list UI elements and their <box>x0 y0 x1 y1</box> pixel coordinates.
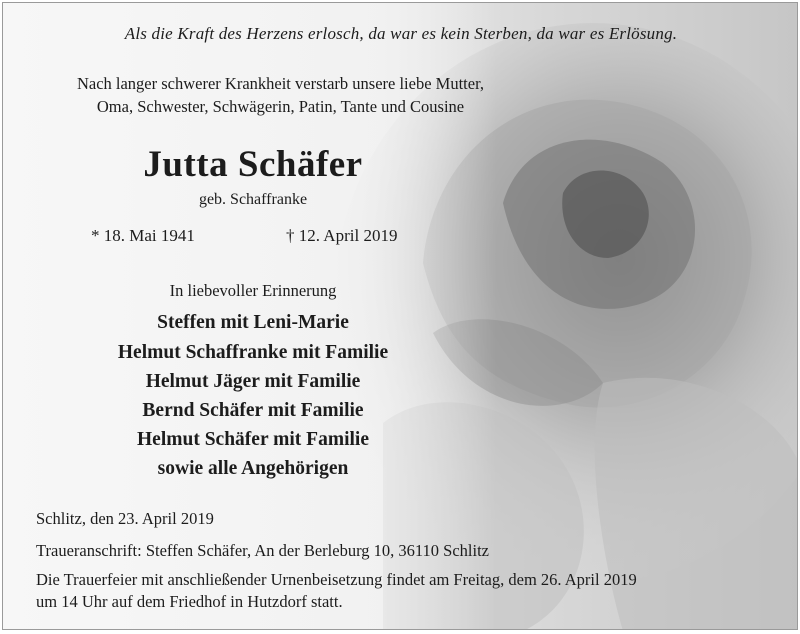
birth-name: geb. Schaffranke <box>198 191 308 208</box>
obituary-notice <box>2 2 798 630</box>
ceremony-line-2: um 14 Uhr auf dem Friedhof in Hutzdorf statt. <box>36 592 343 611</box>
remembrance-heading: In liebevoller Erinnerung <box>169 281 337 300</box>
mourner-line: Helmut Schaffranke mit Familie <box>117 342 389 363</box>
ceremony-line-1: Die Trauerfeier mit anschließender Urnenbeisetzung findet am Freitag, dem 26. April 2019 <box>36 570 637 589</box>
mourner-line: Bernd Schäfer mit Familie <box>142 400 364 421</box>
mourner-line: Helmut Jäger mit Familie <box>145 371 361 392</box>
birth-date: * 18. Mai 1941 <box>91 226 195 245</box>
intro-line-2: Oma, Schwester, Schwägerin, Patin, Tante und Cousine <box>96 97 465 116</box>
intro-line-1: Nach langer schwerer Krankheit verstarb unsere liebe Mutter, <box>76 74 485 93</box>
motto-text: Als die Kraft des Herzens erlosch, da war es kein Sterben, da war es Erlösung. <box>124 24 678 43</box>
deceased-name: Jutta Schäfer <box>143 144 363 185</box>
mourning-address: Traueranschrift: Steffen Schäfer, An der Berleburg 10, 36110 Schlitz <box>36 541 489 560</box>
mourner-line: sowie alle Angehörigen <box>157 458 349 479</box>
death-date: † 12. April 2019 <box>286 226 398 245</box>
mourner-line: Steffen mit Leni-Marie <box>157 312 349 333</box>
place-date: Schlitz, den 23. April 2019 <box>36 509 214 528</box>
mourner-line: Helmut Schäfer mit Familie <box>137 429 369 450</box>
